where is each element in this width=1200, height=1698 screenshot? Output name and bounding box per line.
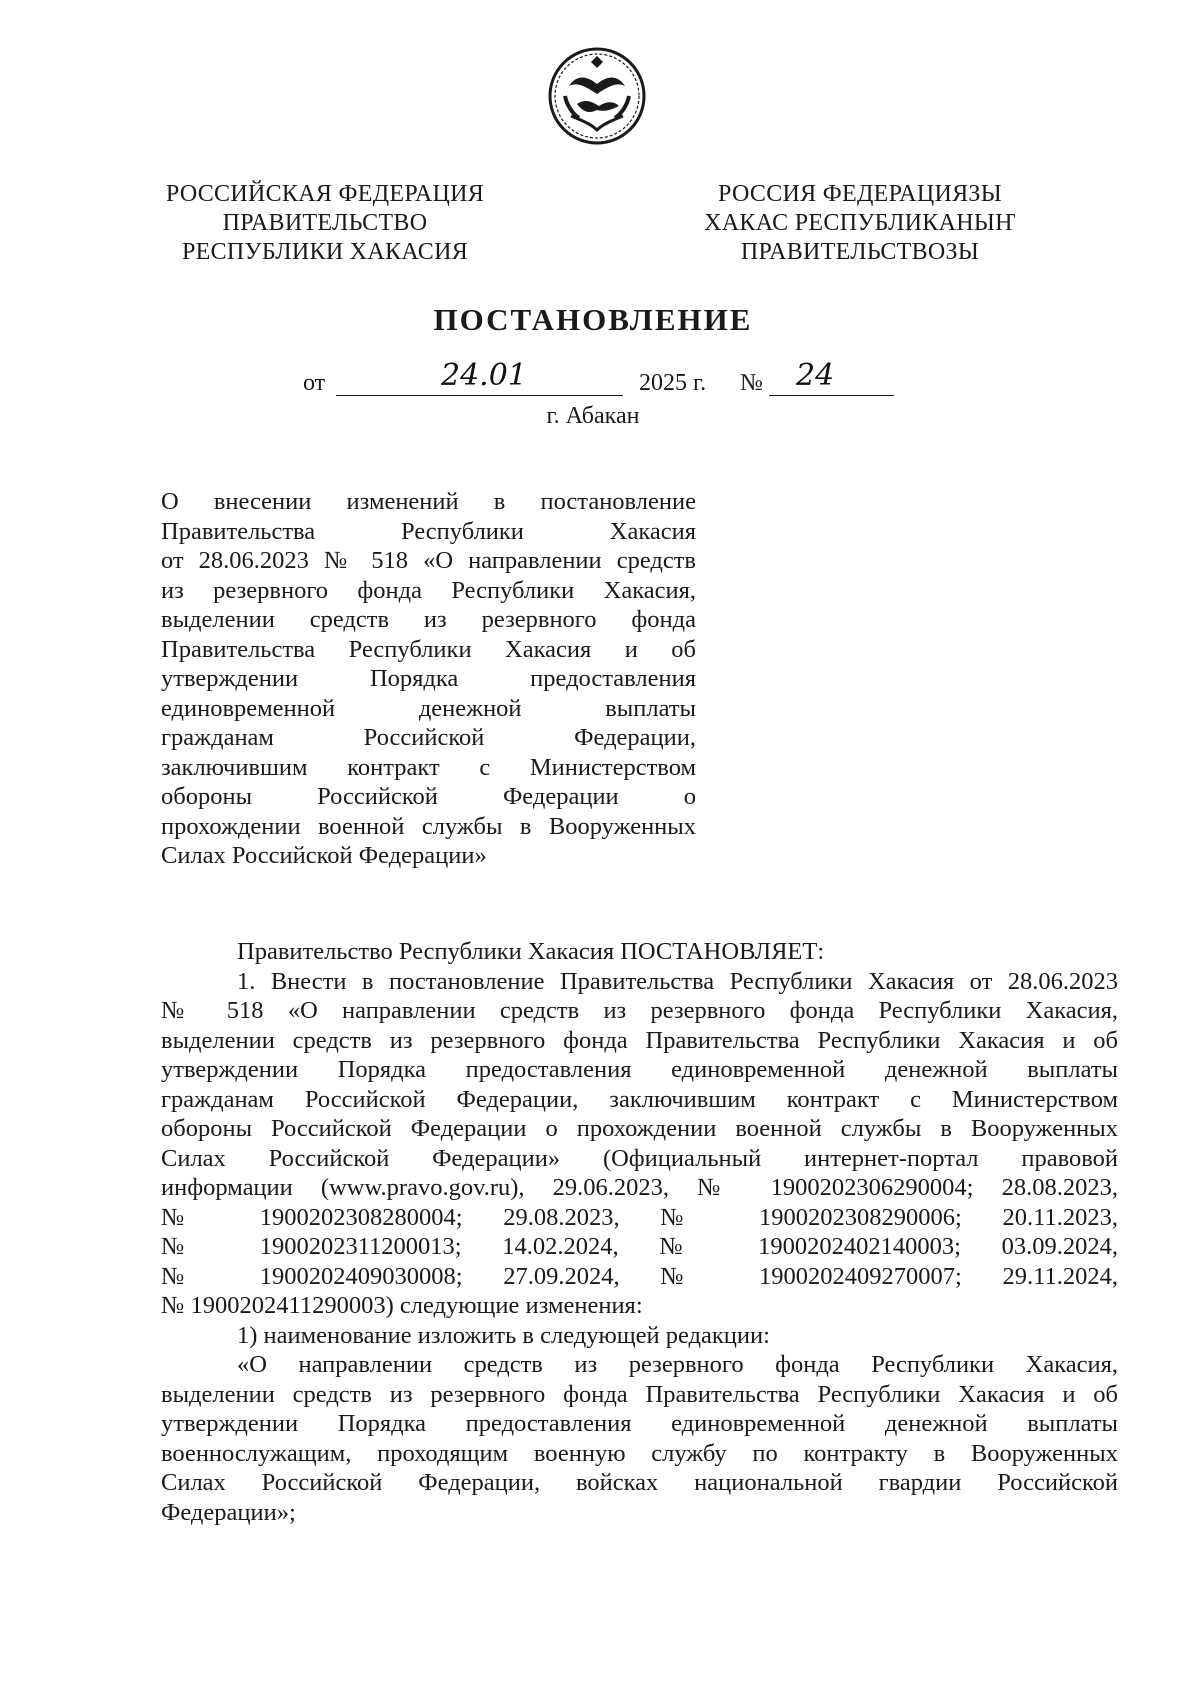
- subject-line: Силах Российской Федерации»: [161, 842, 487, 869]
- body-line: № 1900202409030008; 27.09.2024, № 1900202409270007; 29.11.2024,: [161, 1262, 1118, 1290]
- number-label: №: [740, 370, 763, 396]
- subject-line: О внесении изменений в постановление: [161, 488, 696, 515]
- header-line: РОССИЯ ФЕДЕРАЦИЯЗЫ: [718, 181, 1002, 207]
- handwritten-date: 24.01: [441, 358, 527, 393]
- body-line: 1) наименование изложить в следующей редакции:: [237, 1321, 770, 1349]
- body-line: «О направлении средств из резервного фонда Республики Хакасия,: [237, 1351, 1118, 1378]
- body-line: утверждении Порядка предоставления единовременной денежной выплаты: [161, 1410, 1118, 1437]
- header-russian: [155, 180, 495, 267]
- subject-line: заключившим контракт с Министерством: [161, 753, 696, 781]
- body-line: выделении средств из резервного фонда Правительства Республики Хакасия и об: [161, 1380, 1118, 1408]
- body-line: Правительство Республики Хакасия ПОСТАНОВЛЯЕТ:: [237, 938, 825, 965]
- subject-line: прохождении военной службы в Вооруженных: [161, 812, 696, 840]
- from-label: от: [303, 370, 326, 396]
- handwritten-number: 24: [796, 358, 835, 393]
- body-line: обороны Российской Федерации о прохождении военной службы в Вооруженных: [161, 1115, 1118, 1142]
- body-line: информации (www.pravo.gov.ru), 29.06.2023, № 1900202306290004; 28.08.2023,: [161, 1174, 1118, 1201]
- subject-line: Правительства Республики Хакасия и об: [161, 635, 696, 663]
- subject-line: утверждении Порядка предоставления: [161, 665, 696, 692]
- header-line: РОССИЙСКАЯ ФЕДЕРАЦИЯ: [165, 181, 485, 207]
- body-line: Силах Российской Федерации, войсках национальной гвардии Российской: [161, 1469, 1118, 1496]
- subject-line: единовременной денежной выплаты: [161, 694, 696, 722]
- body-line: № 518 «О направлении средств из резервного фонда Республики Хакасия,: [161, 997, 1118, 1024]
- document-title: ПОСТАНОВЛЕНИЕ: [433, 302, 753, 337]
- body-line: № 1900202308280004; 29.08.2023, № 1900202308290006; 20.11.2023,: [161, 1203, 1118, 1231]
- subject-line: от 28.06.2023 № 518 «О направлении средств: [161, 547, 696, 574]
- header-line: ПРАВИТЕЛЬСТВО: [222, 210, 428, 236]
- header-line: ХАКАС РЕСПУБЛИКАНЫҤ: [704, 210, 1016, 236]
- header-khakas: [690, 180, 1030, 267]
- header-line: РЕСПУБЛИКИ ХАКАСИЯ: [181, 239, 469, 265]
- body-line: № 1900202311200013; 14.02.2024, № 1900202402140003; 03.09.2024,: [161, 1233, 1118, 1260]
- body-line: Силах Российской Федерации» (Официальный интернет-портал правовой: [161, 1144, 1118, 1172]
- body-line: военнослужащим, проходящим военную службу по контракту в Вооруженных: [161, 1439, 1118, 1467]
- subject-line: из резервного фонда Республики Хакасия,: [161, 576, 696, 604]
- subject-line: гражданам Российской Федерации,: [161, 724, 696, 751]
- body-line: утверждении Порядка предоставления единовременной денежной выплаты: [161, 1056, 1118, 1083]
- header-line: ПРАВИТЕЛЬСТВОЗЫ: [740, 239, 980, 265]
- subject-line: обороны Российской Федерации о: [161, 783, 696, 810]
- subject-block: [161, 487, 696, 871]
- body-line: гражданам Российской Федерации, заключившим контракт с Министерством: [161, 1085, 1118, 1113]
- body-text: [161, 937, 1118, 1527]
- body-line: выделении средств из резервного фонда Правительства Республики Хакасия и об: [161, 1026, 1118, 1054]
- body-line: Федерации»;: [161, 1498, 296, 1526]
- subject-line: выделении средств из резервного фонда: [161, 606, 696, 633]
- city: г. Абакан: [546, 403, 640, 429]
- body-line: 1. Внести в постановление Правительства Республики Хакасия от 28.06.2023: [237, 967, 1118, 995]
- subject-line: Правительства Республики Хакасия: [161, 517, 696, 545]
- body-line: № 1900202411290003) следующие изменения:: [161, 1292, 643, 1319]
- coat-of-arms-emblem: [547, 46, 647, 146]
- year-label: 2025 г.: [639, 370, 707, 396]
